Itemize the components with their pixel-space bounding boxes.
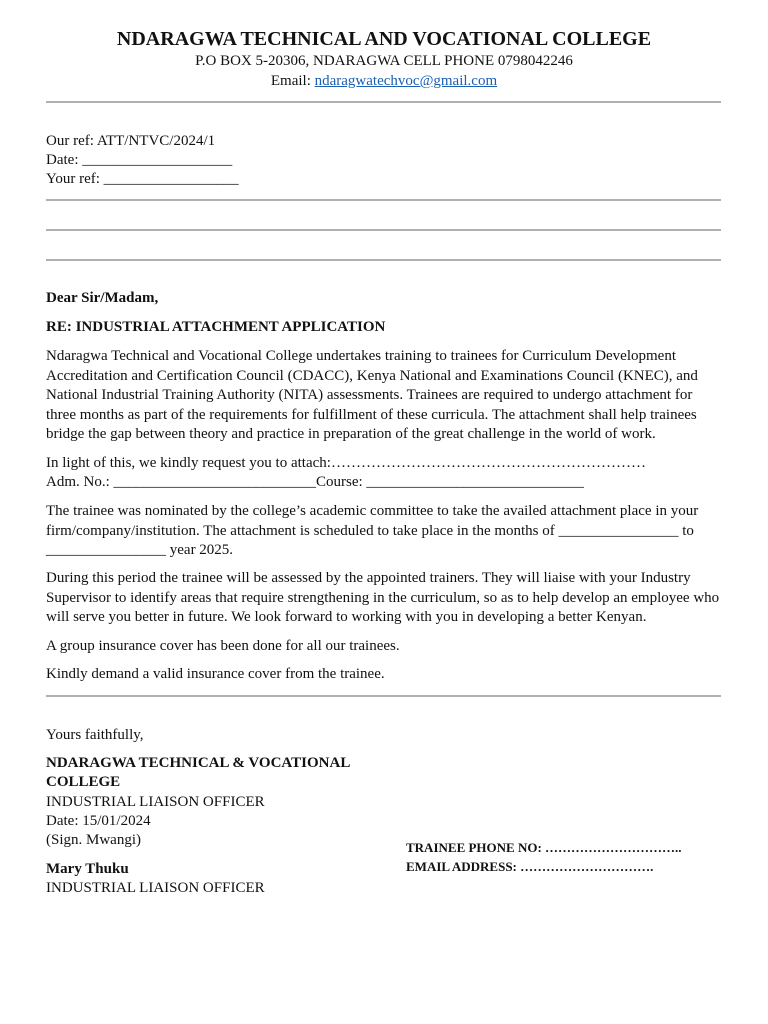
officer-title: INDUSTRIAL LIAISON OFFICER [46,794,265,810]
header-divider [46,101,721,103]
org-name-line-2: COLLEGE [46,774,121,790]
email-link[interactable]: ndaragwatechvoc@gmail.com [314,73,498,89]
adm-course-line: Adm. No.: ___________________________Course: _____________________________ [46,474,584,490]
paragraph-assessment: During this period the trainee will be assessed by the appointed trainers. They will liaise with your Industry Supervisor to identify areas that require strengthening in the curriculum, so as to help develop an employee who will serve you better in future. We look forward to working with you in developing a better Kenyan. [46,570,720,625]
officer-name: Mary Thuku [46,861,129,877]
paragraph-demand: Kindly demand a valid insurance cover from the trainee. [46,666,385,682]
paragraph-insurance: A group insurance cover has been done for all our trainees. [46,638,400,654]
your-ref: Your ref: __________________ [46,171,239,187]
org-name-line-1: NDARAGWA TECHNICAL & VOCATIONAL [46,755,351,771]
address-line-3 [46,259,721,261]
date-field: Date: ____________________ [46,152,233,168]
address-line-2 [46,229,721,231]
email-line [0,73,768,90]
address-line-1 [46,199,721,201]
trainee-email-field: EMAIL ADDRESS: …………………………. [406,859,654,874]
closing-date: Date: 15/01/2024 [46,813,151,829]
salutation: Dear Sir/Madam, [46,290,159,306]
yours-faithfully: Yours faithfully, [46,727,144,743]
our-ref: Our ref: ATT/NTVC/2024/1 [46,133,216,149]
paragraph-intro: Ndaragwa Technical and Vocational College undertakes training to trainees for Curriculum Development Accreditation and Certification Council (CDACC), Kenya National and Examinations Council (KNEC), and National Industrial Training Authority (NITA) assessments. Trainees are required to undergo attachment for three months as part of the requirements for fulfillment of these curricula. The attachment shall help trainees bridge the gap between theory and practice in preparation of the great challenge in the world of work. [46,348,698,442]
body-divider [46,695,721,697]
paragraph-nomination: The trainee was nominated by the college’s academic committee to take the availed attachment place in your firm/company/institution. The attachment is scheduled to take place in the months of ________________ to ________________ year 2025. [46,503,699,558]
request-line: In light of this, we kindly request you to attach:……………………………………………………… [46,455,646,471]
trainee-phone-field: TRAINEE PHONE NO: ………………………….. [406,840,682,855]
subject-line: RE: INDUSTRIAL ATTACHMENT APPLICATION [46,319,386,335]
signature: (Sign. Mwangi) [46,832,141,848]
college-name: NDARAGWA TECHNICAL AND VOCATIONAL COLLEGE [116,28,652,50]
officer-name-title: INDUSTRIAL LIAISON OFFICER [46,880,265,896]
address-phone: P.O BOX 5-20306, NDARAGWA CELL PHONE 0798042246 [195,53,573,69]
email-label: Email: [270,73,315,89]
